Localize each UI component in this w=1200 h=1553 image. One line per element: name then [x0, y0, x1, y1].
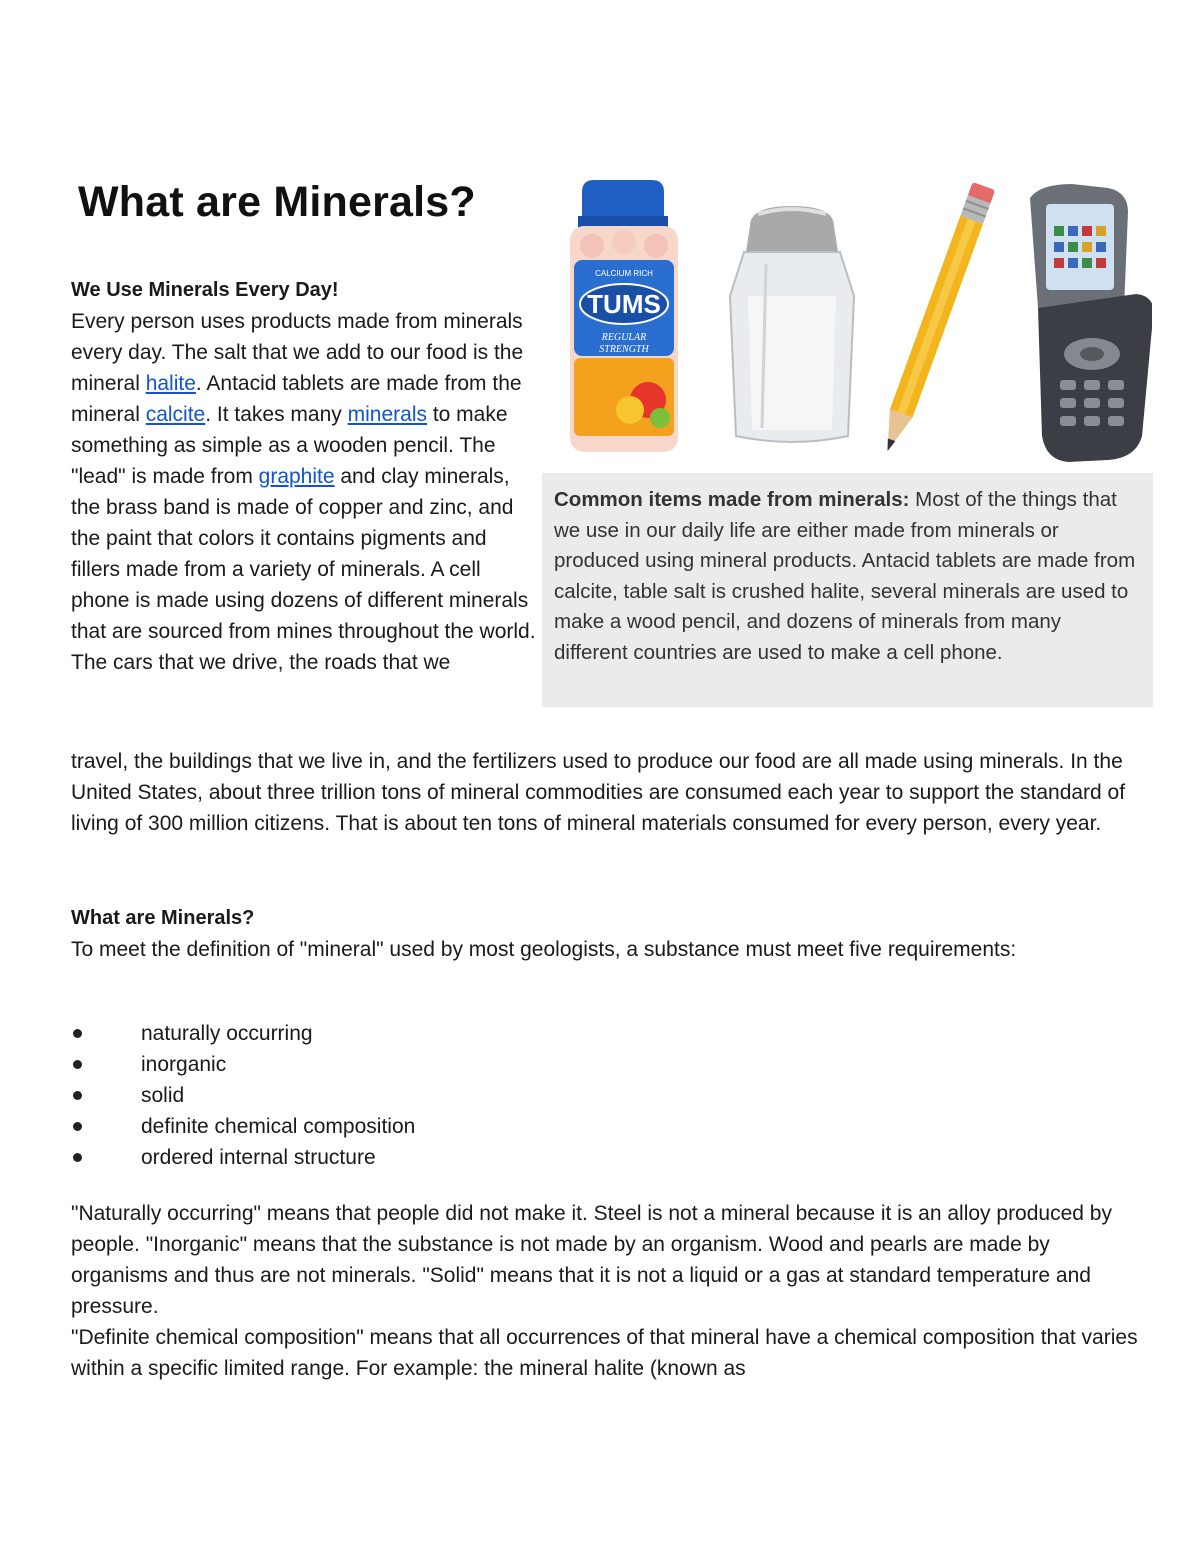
bullet-icon — [73, 1029, 82, 1038]
definition-section — [71, 903, 1131, 965]
items-illustration — [552, 168, 1152, 468]
text-run: . It takes many — [205, 403, 348, 426]
tums-brand-text: TUMS — [587, 289, 661, 319]
section-heading-every-day: We Use Minerals Every Day! — [71, 279, 339, 301]
definite-composition-paragraph: "Definite chemical composition" means that all occurrences of that mineral have a chemical composition that varies within a specific limited range. For example: the mineral halite (known as — [71, 1326, 1138, 1380]
link-minerals[interactable]: minerals — [347, 403, 427, 426]
cell-phone-image — [1030, 184, 1152, 462]
tums-sub1-text: REGULAR — [601, 332, 647, 343]
text-run: Every person uses products made from minerals every day. The salt that we add to our food is the mineral — [71, 310, 524, 395]
list-item — [71, 1049, 415, 1080]
intro-paragraph — [71, 306, 536, 678]
text-run: . Antacid tablets are made from the mineral — [71, 372, 522, 426]
bullet-icon — [73, 1060, 82, 1069]
list-item — [71, 1111, 415, 1142]
bullet-icon — [73, 1122, 82, 1131]
tums-sub2-text: STRENGTH — [599, 344, 649, 355]
list-item-text: naturally occurring — [141, 1022, 313, 1045]
list-item — [71, 1142, 415, 1173]
link-graphite[interactable]: graphite — [258, 465, 335, 488]
list-item — [71, 1080, 415, 1111]
text-run: to make something as simple as a wooden pencil. The "lead" is made from — [71, 403, 508, 488]
pencil-image — [876, 182, 995, 455]
list-item-text: inorganic — [141, 1053, 227, 1076]
salt-shaker-image — [730, 206, 854, 442]
bullet-icon — [73, 1153, 82, 1162]
figure-caption — [542, 473, 1153, 707]
caption-text: Most of the things that we use in our daily life are either made from minerals or produced using mineral products. Antacid tablets are made from calcite, table salt is crushed halite, several minerals are used to make a wood pencil, and dozens of minerals from many different countries are used to make a cell phone. — [554, 488, 1136, 664]
list-item-text: solid — [141, 1084, 185, 1107]
list-item — [71, 1018, 415, 1049]
page-title: What are Minerals? — [78, 178, 476, 226]
bullet-icon — [73, 1091, 82, 1100]
naturally-occurring-paragraph: "Naturally occurring" means that people did not make it. Steel is not a mineral because it is an alloy produced by people. "Inorganic" means that the substance is not made by an organism. Wood and pearls are made by organisms and thus are not minerals. "Solid" means that it is not a liquid or a gas at standard temperature and pressure. — [71, 1202, 1112, 1318]
link-calcite[interactable]: calcite — [145, 403, 206, 426]
tums-bottle-image — [570, 180, 678, 452]
text-run: and clay minerals, the brass band is made of copper and zinc, and the paint that colors it contains pigments and fillers made from a variety of minerals. A cell phone is made using dozens of different minerals that are sourced from mines throughout the world. The cars that we drive, the roads that we — [71, 465, 536, 674]
requirements-list — [71, 1018, 415, 1173]
items-figure — [540, 168, 1155, 710]
link-halite[interactable]: halite — [145, 372, 196, 395]
list-item-text: ordered internal structure — [141, 1146, 376, 1169]
intro-paragraph-continued: travel, the buildings that we live in, and the fertilizers used to produce our food are all made using minerals. In the United States, about three trillion tons of mineral commodities are consumed each year to support the standard of living of 300 million citizens. That is about ten tons of mineral materials consumed for every person, every year. — [71, 750, 1126, 835]
section-heading-what-are-minerals: What are Minerals? — [71, 907, 255, 929]
explanation-section — [71, 1198, 1141, 1384]
caption-bold: Common items made from minerals: — [554, 488, 910, 511]
intro-section — [71, 275, 536, 678]
definition-intro: To meet the definition of "mineral" used by most geologists, a substance must meet five requirements: — [71, 938, 1017, 961]
tums-top-text: CALCIUM RICH — [595, 269, 653, 278]
list-item-text: definite chemical composition — [141, 1115, 416, 1138]
